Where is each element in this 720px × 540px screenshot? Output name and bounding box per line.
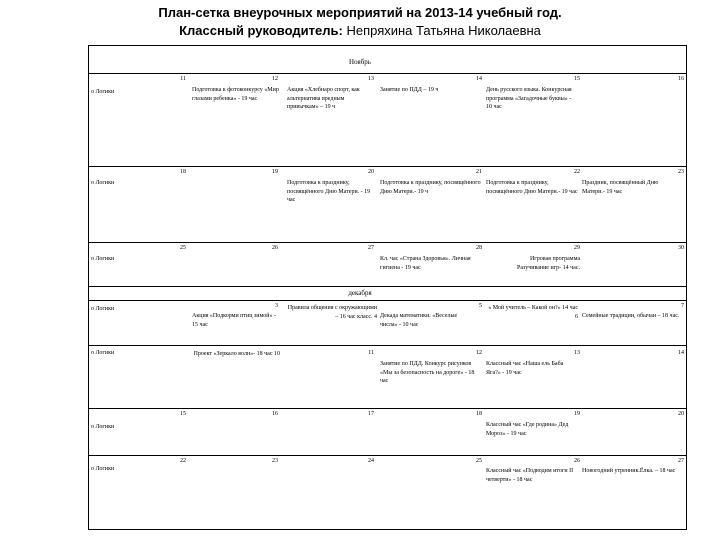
day-number: 3 xyxy=(275,303,278,309)
event-text: Подготовка к празднику, посвящённого Дню Матери.- 19 ч xyxy=(380,180,481,195)
day-number: 19 xyxy=(574,411,580,417)
row-divider xyxy=(88,242,687,243)
day-number: 20 xyxy=(678,411,684,417)
weekday-label: о Логики xyxy=(91,466,115,472)
event-text: Подготовка к празднику, посвящённого Дню Матери.- 19 час xyxy=(486,180,578,195)
event-text: Новогодний утренник.Ёлка. – 18 час xyxy=(582,468,676,474)
teacher-line: Классный руководитель: Непряхина Татьяна Николаевна xyxy=(179,23,541,38)
day-number: 26 xyxy=(574,458,580,464)
event-text: Классный час «Наша ель Баба Яга?» - 19 час xyxy=(486,361,564,376)
day-number: 30 xyxy=(678,245,684,251)
event-text: « Мой учитель – Какой он?» 14 час 6 xyxy=(488,305,578,320)
row-divider xyxy=(88,166,687,167)
event-text: День русского языка. Конкурсная программа «Загадочные буквы» - 10 час xyxy=(486,87,572,110)
day-number: 27 xyxy=(678,458,684,464)
day-number: 29 xyxy=(574,245,580,251)
day-number: 22 xyxy=(574,169,580,175)
day-number: 12 xyxy=(272,76,278,82)
event-text: Семейные традиции, обычаи – 18 час. xyxy=(582,313,680,319)
day-number: 14 xyxy=(678,350,684,356)
teacher-name: Непряхина Татьяна Николаевна xyxy=(346,23,541,38)
day-number: 21 xyxy=(476,169,482,175)
row-divider xyxy=(88,73,687,74)
day-number: 11 xyxy=(180,76,186,82)
day-number: 16 xyxy=(272,411,278,417)
row-divider xyxy=(88,455,687,456)
day-number: 16 xyxy=(678,76,684,82)
day-number: 12 xyxy=(476,350,482,356)
event-text: Занятие по ПДД – 19 ч xyxy=(380,87,439,93)
day-number: 13 xyxy=(368,76,374,82)
day-number: 17 xyxy=(368,411,374,417)
month-november: Ноябрь xyxy=(349,58,371,66)
day-number: 23 xyxy=(678,169,684,175)
day-number: 19 xyxy=(272,169,278,175)
event-text: Игровая программа Разучивание игр- 14 час. xyxy=(517,256,580,271)
row-divider xyxy=(88,345,687,346)
day-number: 14 xyxy=(476,76,482,82)
day-number: 26 xyxy=(272,245,278,251)
event-text: Акция «Подкорми птиц зимой» - 15 час xyxy=(192,313,277,328)
row-divider xyxy=(88,300,687,301)
row-divider xyxy=(88,408,687,409)
day-number: 7 xyxy=(681,303,684,309)
month-december: декабря xyxy=(348,289,372,297)
day-number: 25 xyxy=(476,458,482,464)
day-number: 13 xyxy=(574,350,580,356)
day-number: 15 xyxy=(180,411,186,417)
day-number: 11 xyxy=(368,350,374,356)
event-text: Проект «Зеркало волн»- 18 час 10 xyxy=(193,351,280,357)
day-number: 15 xyxy=(574,76,580,82)
day-number: 25 xyxy=(180,245,186,251)
event-text: Акция «Хлебнаро спорт, как альтернатива вредным привычкам» – 19 ч xyxy=(287,87,360,110)
event-text: Классный час «Подводим итоги II четверти» - 18 час xyxy=(486,468,574,483)
event-text: Правила общения с окружающими – 16 час класс. 4 xyxy=(287,305,377,320)
day-number: 20 xyxy=(368,169,374,175)
day-number: 22 xyxy=(180,458,186,464)
day-number: 18 xyxy=(476,411,482,417)
event-text: Подготовка к фотоконкурсу «Мир глазами ребенка» - 19 час xyxy=(192,87,279,102)
event-text: Занятие по ПДД. Конкурс рисунков «Мы за безопасность на дороге» - 18 час xyxy=(380,361,475,384)
day-number: 28 xyxy=(476,245,482,251)
day-number: 27 xyxy=(368,245,374,251)
day-number: 5 xyxy=(479,303,482,309)
plan-title: План-сетка внеурочных мероприятий на 2013-14 учебный год. xyxy=(158,5,562,20)
day-number: 24 xyxy=(368,458,374,464)
event-text: Подготовка к празднику, посвящённого Дню Матери. - 19 час xyxy=(287,180,371,203)
weekday-label: о Логики xyxy=(91,424,115,430)
event-text: Декада математики. «Веселые числа» - 10 час xyxy=(380,313,458,328)
day-number: 18 xyxy=(180,169,186,175)
event-text: Праздник, посвящённый Дню Матери.- 19 час xyxy=(582,180,659,195)
row-divider xyxy=(88,286,687,287)
weekday-label: о Логики xyxy=(91,350,115,356)
weekday-label: о Логики xyxy=(91,306,115,312)
weekday-label: о Логики xyxy=(91,180,115,186)
weekday-label: о Логики xyxy=(91,256,115,262)
day-number: 23 xyxy=(272,458,278,464)
event-text: Кл. час «Страна Здоровья». Личная гигиена - 19 час xyxy=(380,256,471,271)
weekday-label: о Логики xyxy=(91,89,115,95)
event-text: Классный час «Где родина» Дед Мороз» - 19 час xyxy=(486,422,569,437)
